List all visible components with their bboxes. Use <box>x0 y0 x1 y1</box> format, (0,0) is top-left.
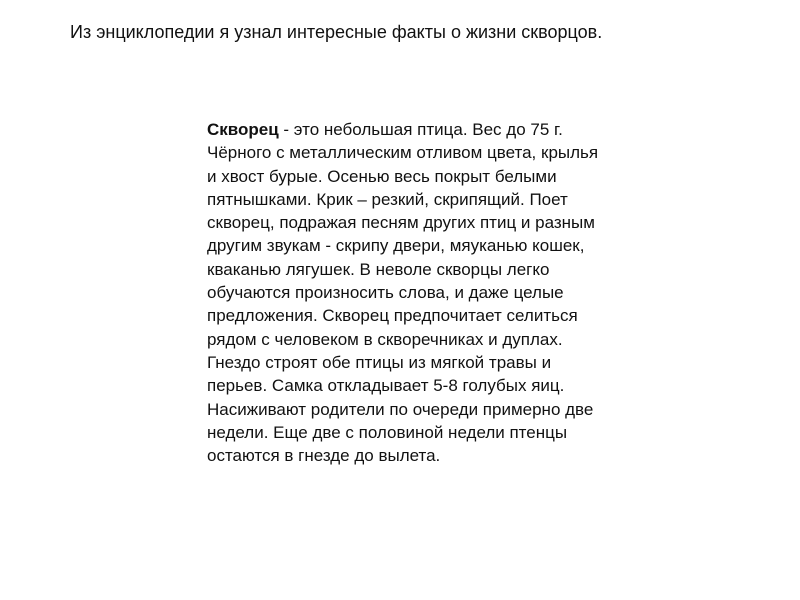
article-paragraph <box>207 118 607 467</box>
intro-text: Из энциклопедии я узнал интересные факты о жизни скворцов. <box>70 22 603 42</box>
article-lead-word: Скворец <box>207 120 279 139</box>
article-body-text: - это небольшая птица. Вес до 75 г. Чёрного с металлическим отливом цвета, крылья и хвост бурые. Осенью весь покрыт белыми пятнышками. Крик – резкий, скрипящий. Поет скворец, подражая песням других птиц и разным другим звукам - скрипу двери, мяуканью кошек, кваканью лягушек. В неволе скворцы легко обучаются произносить слова, и даже целые предложения. Скворец предпочитает селиться рядом с человеком в скворечниках и дуплах. Гнездо строят обе птицы из мягкой травы и перьев. Самка откладывает 5-8 голубых яиц. Насиживают родители по очереди примерно две недели. Еще две с половиной недели птенцы остаются в гнезде до вылета. <box>207 120 599 466</box>
